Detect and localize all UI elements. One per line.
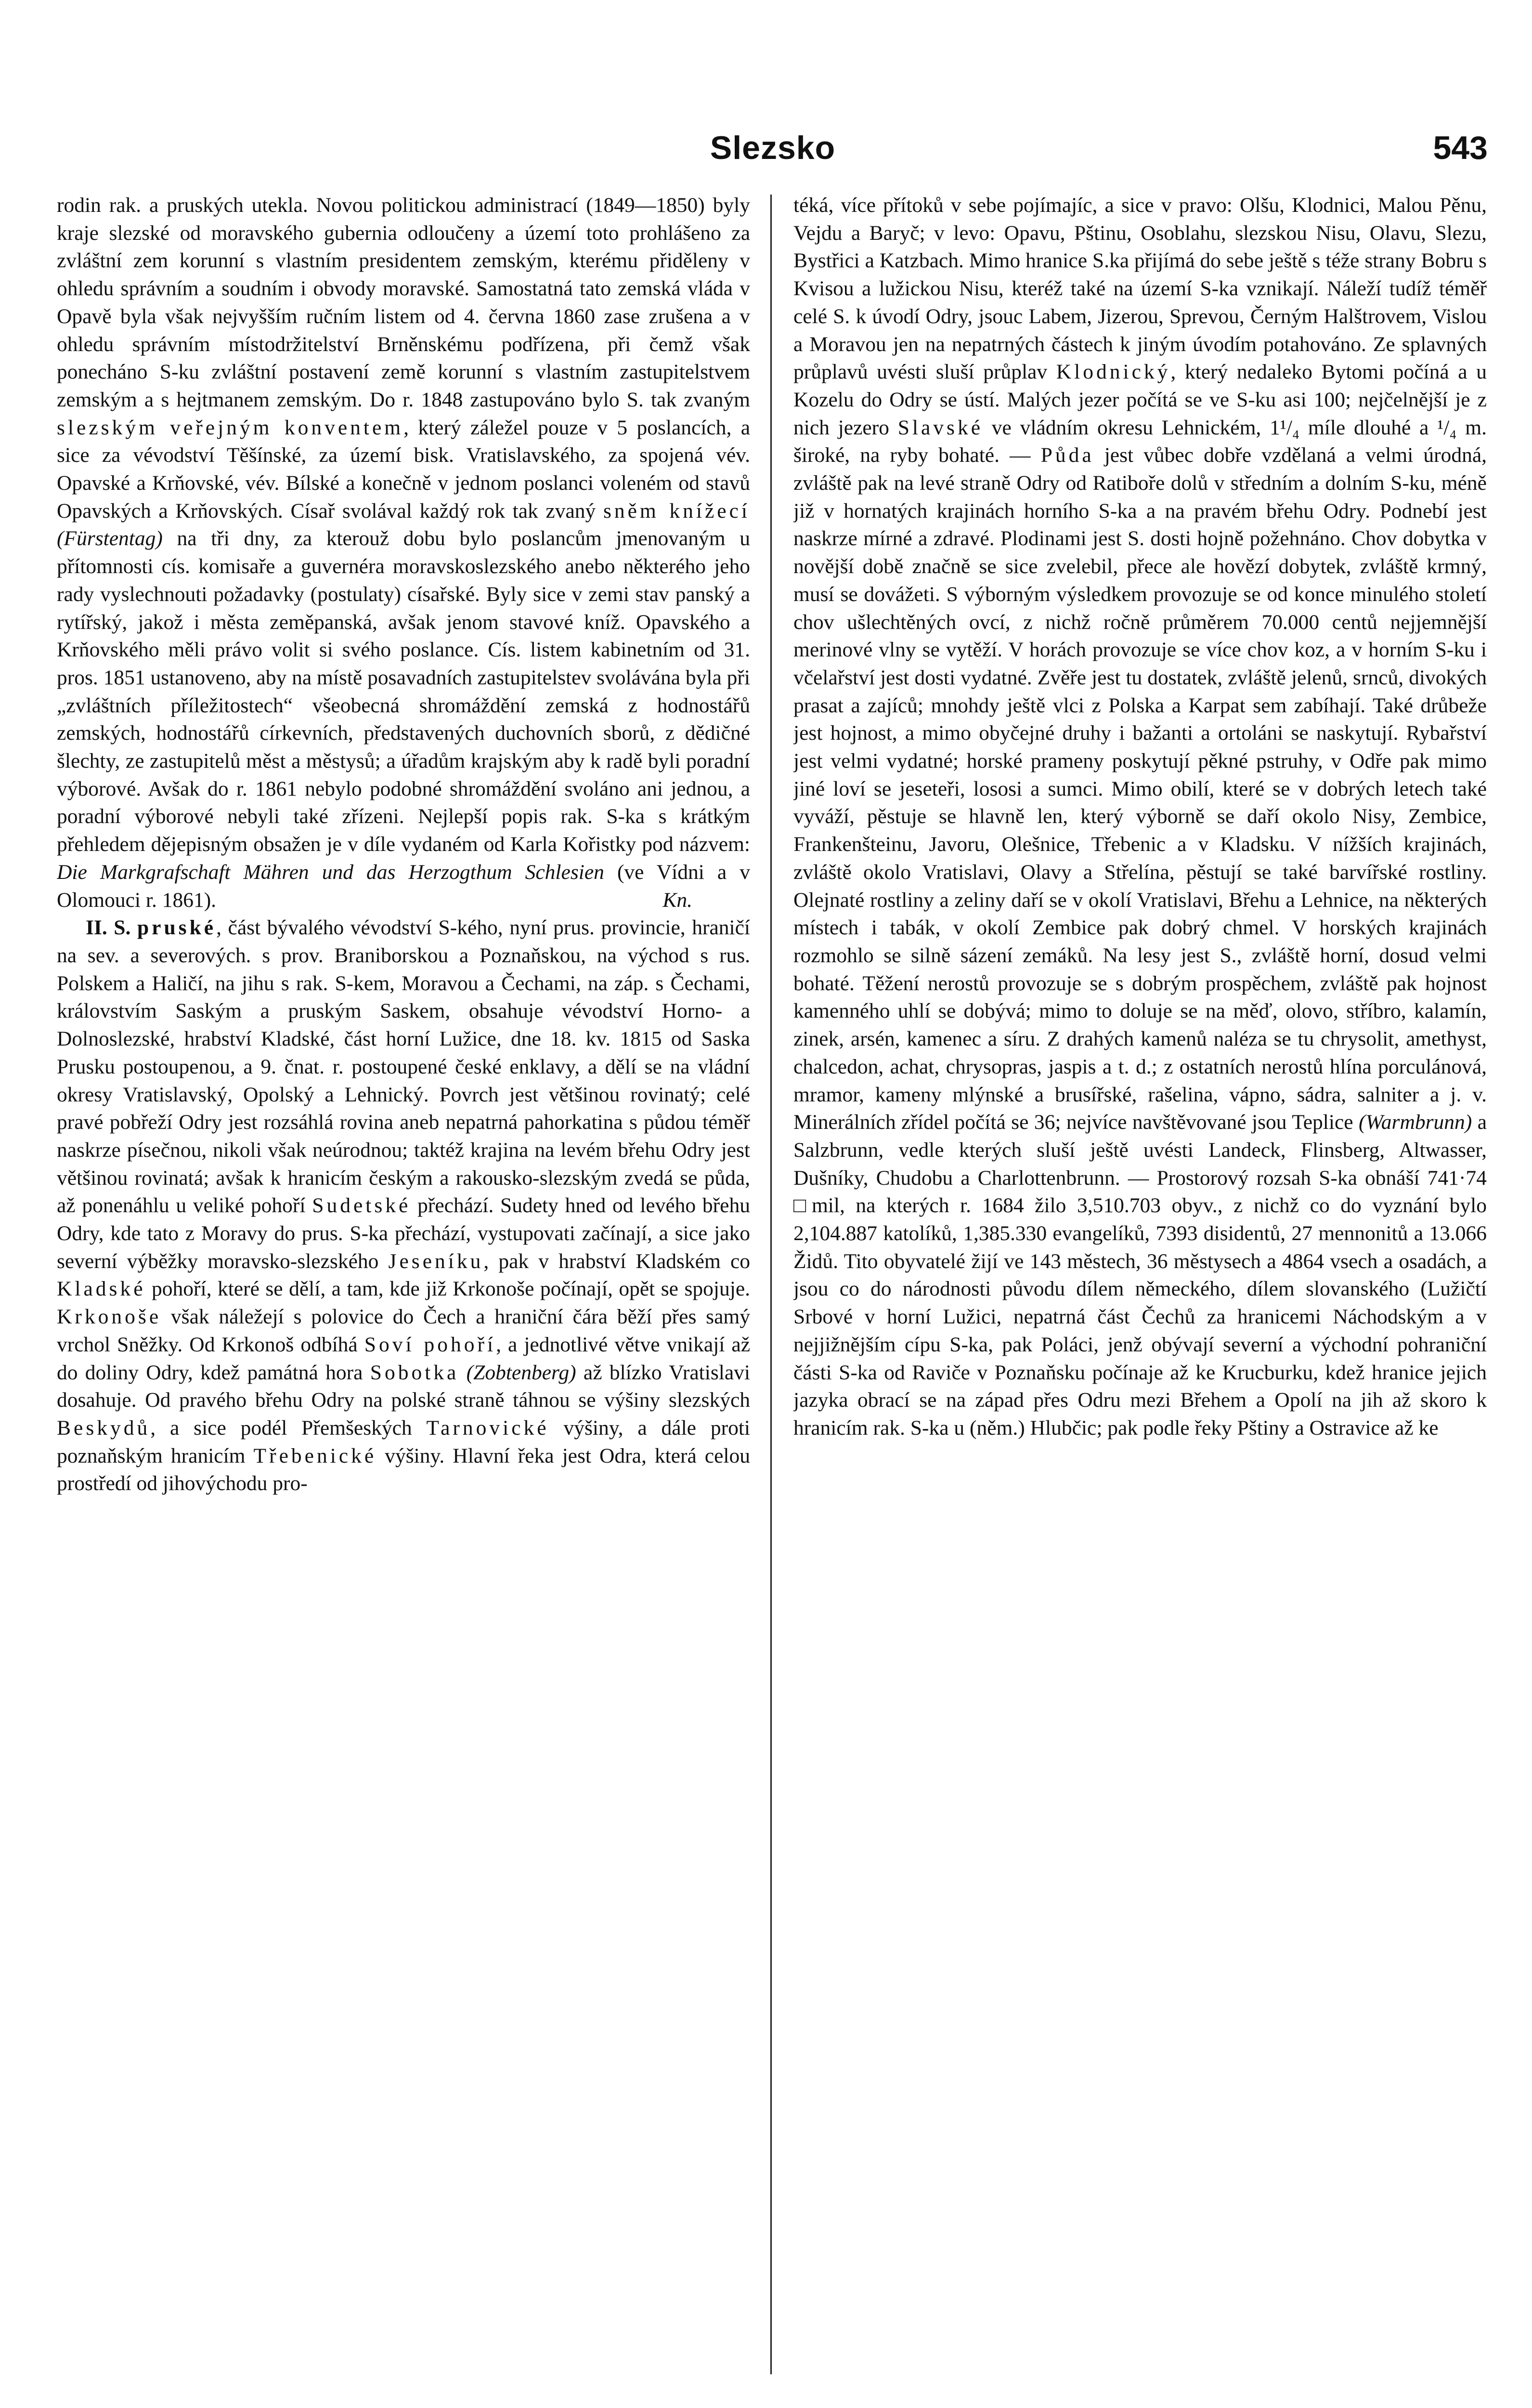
spaced-term: Tarnovické xyxy=(426,1416,549,1440)
running-head: Slezsko xyxy=(710,130,836,166)
text-run: však náležejí s polovice do Čech a hraniční čára běží přes samý vrchol Sněžky. Od Krkonoš odbíhá xyxy=(57,1305,750,1356)
section-heading: pruské xyxy=(137,916,217,940)
right-column xyxy=(793,192,1487,2408)
italic-title: Die Markgrafschaft Mähren und das Herzogthum Schlesien xyxy=(57,860,604,884)
spaced-term: sněm knížecí xyxy=(603,499,750,523)
paragraph-prussian-silesia xyxy=(57,914,750,1498)
text-run: , pak v hrabství Kladském co xyxy=(483,1249,750,1273)
text-run: a Salzbrunn, vedle kterých sluší ještě uvésti Landeck, Flinsberg, Altwasser, Dušníky, Chudobu a Charlottenbrunn. — Prostorový rozsah S-ka obnáší 741·74 □mil, na kterých r. 1684 žilo 3,510.703 obyv., z nichž co do vyznání bylo 2,104.887 katolíků, 1,385.330 evangelíků, 7393 disidentů, 27 mennonitů a 13.066 Židů. Tito obyvatelé žijí ve 143 městech, 36 městysech a 4864 vsech a osadách, a jsou co do národnosti původu dílem německého, dílem slovanského (Lužičtí Srbové v horní Lužici, nepatrná část Čechů za hranicemi Náchodským a v nejjižnějším cípu S-ka, pak Poláci, jenž obývají severní a východní pohraniční části S-ka od Ravičе v Poznaňsku počínaje až ke Krucburku, kdež hranice jejich jazyka obrací se na západ přes Odru mezi Břehem a Opolí na jih až skoro k hranicím rak. S-ka u (něm.) Hlubčic; pak podle řeky Pštiny a Ostravice až ke xyxy=(793,1111,1487,1440)
italic-term: (Warmbrunn) xyxy=(1359,1111,1472,1134)
text-run: , který nedaleko Bytomi počíná a u Kozelu do Odry se ústí. Malých jezer počítá se ve S-ku asi 100; nejčelnější je z nich jezero xyxy=(793,360,1487,439)
text-run: , a jednotlivé větve vnikají až do doliny Odry, kdež památná hora xyxy=(57,1333,750,1384)
paragraph-political-administration xyxy=(57,192,750,914)
page-number: 543 xyxy=(1433,130,1488,166)
spaced-term: Krkonoše xyxy=(57,1305,162,1329)
spaced-term: Slavské xyxy=(897,416,984,439)
text-run: téká, více přítoků v sebe pojímajíc, a sice v pravo: Olšu, Klodnici, Malou Pěnu, Vejdu a Baryč; v levo: Opavu, Pštinu, Osoblahu, slezskou Nisu, Olavu, Slezu, Bystřici a Katzbach. Mimo hranice S.ka přijímá do sebe ještě s téže strany Bobru s Kvisou a lužickou Nisu, kteréž také na území S-ka vznikají. Náleží tudíž téměř celé S. k úvodí Odry, jsouc Labem, Jizerou, Sprevou, Černým Halštrovem, Vislou a Moravou jen na nepatrných částech k jiným úvodím potahováno. Ze splavných průplavů uvésti sluší průplav xyxy=(793,194,1487,384)
italic-term: (Fürstentag) xyxy=(57,527,163,550)
spaced-term: Beskydů xyxy=(57,1416,151,1440)
text-run: (ve Vídni a v Olomouci r. 1861). xyxy=(57,860,750,912)
text-run: výšiny. Hlavní řeka jest Odra, která celou prostředí od jihovýchodu pro- xyxy=(57,1444,750,1495)
spaced-term: Kladské xyxy=(57,1277,146,1301)
spaced-term: slezským veřejným konventem xyxy=(57,416,404,439)
text-run: pohoří, které se dělí, a tam, kde již Krkonoše počínají, opět se spojuje. xyxy=(145,1277,750,1301)
spaced-term: Sobotka xyxy=(370,1361,459,1384)
italic-term: (Zobtenberg) xyxy=(466,1361,576,1384)
spaced-term: Půda xyxy=(1040,444,1094,467)
section-number: II. S. xyxy=(86,916,131,940)
text-run: jest vůbec dobře vzdělaná a velmi úrodná, zvláště pak na levé straně Odry od Ratiboře dolů v středním a dolním S-ku, méně již v hornatých krajinách horního S-ka a na pravém břehu Odry. Podnebí jest naskrze mírné a zdravé. Plodinami jest S. dosti hojně požehnáno. Chov dobytka v novější době značně se sice zvelebil, přece ale hovězí dobytek, zvláště krmný, musí se dovážeti. S výborným výsledkem provozuje se od konce minulého století chov ušlechtěných ovcí, z nichž ročně průměrem 70.000 centů nejjemnější merinové vlny se vytěží. V horách provozuje se více chov koz, a v horním S-ku i včelařství jest dosti vydatné. Zvěře jest tu dostatek, zvláště jelenů, srnců, divokých prasat a zajíců; mnohdy ještě vlci z Polska a Karpat sem zabíhají. Také drůbeže jest hojnost, a mimo obyčejné druhy i bažanti a ortoláni se naskytují. Rybařství jest velmi vydatné; horské prameny poskytují pěkné pstruhy, v Odře pak mimo jiné loví se jeseteři, lososi a sumci. Mimo obilí, které se v dobrých letech také vyváží, pěstuje se hlavně len, který výborně se daří okolo Nisy, Zembice, Frankenšteinu, Javoru, Olešnice, Třebenic a v Kladsku. V nížších krajinách, zvláště okolo Vratislavi, Olavy a Střelína, pěstují se také barvířské rostliny. Olejnaté rostliny a zeliny daří se v okolí Vratislavi, Břehu a Lehnice, na některých místech i tabák, v okolí Zembice pak dobrý chmel. V horských krajinách rozmohlo se silně sázení zemáků. Na lesy jest S., zvláště horní, dosud velmi bohaté. Těžení nerostů provozuje se s dobrým prospěchem, zvláště pak hojnost kamenného uhlí se dobývá; mimo to doluje se na měď, olovo, stříbro, kalamín, zinek, arsén, kamenec a síru. Z drahých kamenů naléza se tu chrysolit, amethyst, chalcedon, achat, chrysopras, jaspis a t. d.; z ostatních nerostů hlína porculánová, mramor, kameny mlýnské a brusířské, rašelina, vápno, sádra, salniter a j. v. Minerálních zřídel počítá se 36; nejvíce navštěvované jsou Teplice xyxy=(793,444,1487,1134)
spaced-term: Soví pohoří xyxy=(364,1333,496,1356)
text-run: rodin rak. a pruských utekla. Novou politickou administrací (1849—1850) byly kraje slezské od moravského gubernia odloučeny a území toto prohlášeno za zvláštní zem korunní s vlastním presidentem zemským, kterému přiděleny v ohledu správním a soudním i obvody moravské. Samostatná tato zemská vláda v Opavě byla však nejvyšším ručním listem od 4. června 1860 zase zrušena a v ohledu správním místodržitelství Brněnskému podřízena, při čemž však ponecháno S-ku zvláštní postavení země korunní s vlastním zastupitelstvem zemským a s hejtmanem zemským. Do r. 1848 zastupováno bylo S. tak zvaným xyxy=(57,194,750,411)
text-run: výšiny, a dále proti poznaňským hranicím xyxy=(57,1416,750,1467)
author-signature: Kn. xyxy=(662,888,692,912)
column-divider xyxy=(770,195,772,2374)
paragraph-rivers-and-resources xyxy=(793,192,1487,1442)
text-run: na tři dny, za kterouž dobu bylo poslancům jmenovaným u přítomnosti cís. komisaře a guvernéra moravskoslezského anebo některého jeho rady vyslechnouti požadavky (postulaty) císařské. Byly sice v zemi stav panský a rytířský, jakož i města zeměpanská, avšak jenom stavové kníž. Opavského a Krňovského měli právo volit si svého poslance. Cís. listem kabinetním od 31. pros. 1851 ustanoveno, aby na místě posavadních zastupitelstev svolávána byla při „zvláštních příležitostech“ všeobecná shromáždění zemská z hodnostářů zemských, hodnostářů církevních, představených duchovních sborů, z dědičné šlechty, ze zastupitelů měst a městysů; a úřadům krajským aby k radě byli poradní výborové. Avšak do r. 1861 nebylo podobné shromáždění svoláno ani jednou, a poradní výborové nebyli také zřízeni. Nejlepší popis rak. S-ka s krátkým přehledem dějepisným obsažen je v díle vydaném od Karla Kořistky pod názvem: xyxy=(57,527,750,856)
text-run: , a sice podél Přemšeských xyxy=(150,1416,412,1440)
spaced-term: Sudetské xyxy=(312,1194,411,1217)
spaced-term: Třebenické xyxy=(253,1444,377,1467)
text-run: ve vládním okresu Lehnickém, 1¹/₄ míle dlouhé a ¹/₄ m. široké, na ryby bohaté. — xyxy=(793,416,1487,467)
text-columns xyxy=(57,192,1488,2408)
text-run: až blízko Vratislavi dosahuje. Od pravého břehu Odry na polské straně táhnou se výšiny slezských xyxy=(57,1361,750,1412)
text-run: , část bývalého vévodství S-kého, nyní prus. provincie, hraničí na sev. a severových. s prov. Braniborskou a Poznaňskou, na východ s rus. Polskem a Haličí, na jihu s rak. S-kem, Moravou a Čechami, na záp. s Čechami, královstvím Saským a pruským Saskem, obsahuje vévodství Horno- a Dolnoslezské, hrabství Kladské, část horní Lužice, dne 18. kv. 1815 od Saska Prusku postoupenou, a 9. čnat. r. postoupené české enklavy, a dělí se na vládní okresy Vratislavský, Opolský a Lehnický. Povrch jest většinou rovinatý; celé pravé pobřeží Odry jest rozsáhlá rovina aneb nepatrná pahorkatina s půdou téměř naskrze písečnou, nikoli však neúrodnou; taktéž krajina na levém břehu Odry jest většinou rovinatá; avšak k hranicím českým a rakousko-slezským zvedá se půda, až ponenáhlu u veliké pohoří xyxy=(57,916,750,1217)
spaced-term: Klodnický xyxy=(1056,360,1171,384)
text-run: , který záležel pouze v 5 poslancích, a sice za vévodství Těšínské, za území bisk. Vratislavského, za spojená vév. Opavské a Krňovské, vév. Bílské a konečně v jednom poslanci voleném od stavů Opavských a Krňovských. Císař svolával každý rok tak zvaný xyxy=(57,416,750,523)
text-run: přechází. Sudety hned od levého břehu Odry, kde tato z Moravy do prus. S-ka přechází, vystupovati začínají, a sice jako severní výběžky moravsko-slezského xyxy=(57,1194,750,1273)
left-column xyxy=(57,192,750,2408)
spaced-term: Jeseníku xyxy=(388,1249,484,1273)
page-header xyxy=(58,129,1488,187)
